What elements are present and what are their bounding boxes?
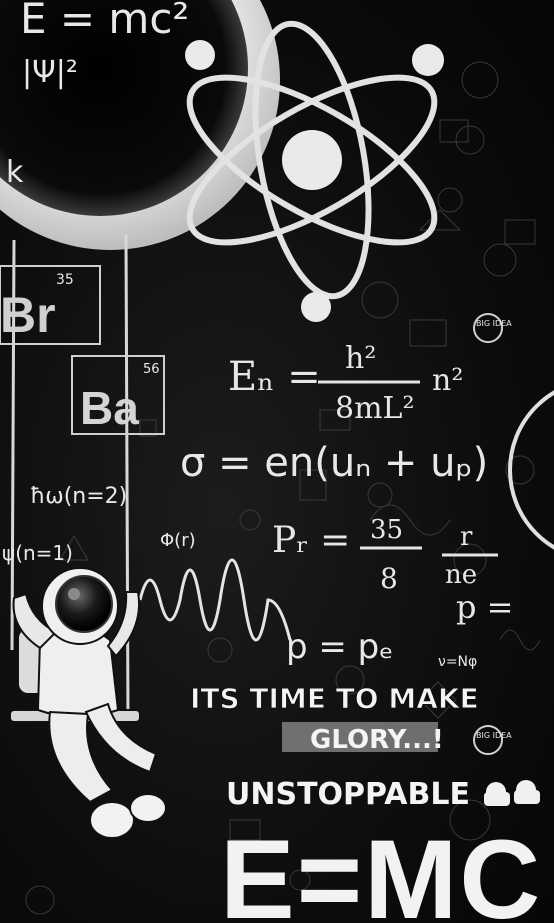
energy-denominator: 8mL² <box>335 391 415 426</box>
phi-r: Φ(r) <box>160 530 196 551</box>
ba-symbol: Ba <box>80 382 139 434</box>
br-atomic-number: 35 <box>56 272 74 288</box>
svg-text:BIG IDEA: BIG IDEA <box>476 319 512 328</box>
energy-numerator: h² <box>345 341 377 376</box>
big-idea-badge <box>474 314 512 342</box>
emc-bottom: E=MC <box>220 817 543 923</box>
pressure-eq: Pᵣ = <box>272 520 351 561</box>
conductivity-eq: σ = en(uₙ + uₚ) <box>180 440 489 486</box>
caption-line2: GLORY...! <box>310 725 444 755</box>
emc2-top: E = mc² <box>20 0 190 43</box>
caption-line1: ITS TIME TO MAKE <box>190 682 479 715</box>
pressure-denominator: 8 <box>380 562 398 595</box>
nucleus <box>282 130 342 190</box>
electron <box>412 44 444 76</box>
energy-level-eq: Eₙ = <box>228 354 321 400</box>
pressure-numerator: 35 <box>370 515 404 545</box>
electron <box>301 292 331 322</box>
electron <box>185 40 215 70</box>
pressure-ne: ne <box>445 560 478 590</box>
ba-atomic-number: 56 <box>143 362 160 377</box>
br-symbol: Br <box>0 287 56 343</box>
hand-emoji <box>484 780 540 806</box>
caption-line3: UNSTOPPABLE <box>226 777 470 812</box>
element-ba <box>72 356 164 434</box>
psi-squared: |Ψ|² <box>22 55 78 90</box>
momentum-eq: p = pₑ <box>286 627 394 667</box>
nu-nphi: ν=Nφ <box>438 654 478 670</box>
energy-n-squared: n² <box>432 363 464 398</box>
big-idea-badge <box>474 726 512 754</box>
svg-text:BIG IDEA: BIG IDEA <box>476 731 512 740</box>
edge-ring <box>510 380 554 560</box>
sine-wave <box>140 560 290 640</box>
pressure-r: r <box>460 522 473 552</box>
astronaut <box>10 568 166 838</box>
p-equals: p = <box>456 588 514 626</box>
psi-n1: ψ(n=1) <box>2 541 73 565</box>
k-symbol: k <box>6 155 24 190</box>
hbar-omega: ħω(n=2) <box>30 484 128 509</box>
